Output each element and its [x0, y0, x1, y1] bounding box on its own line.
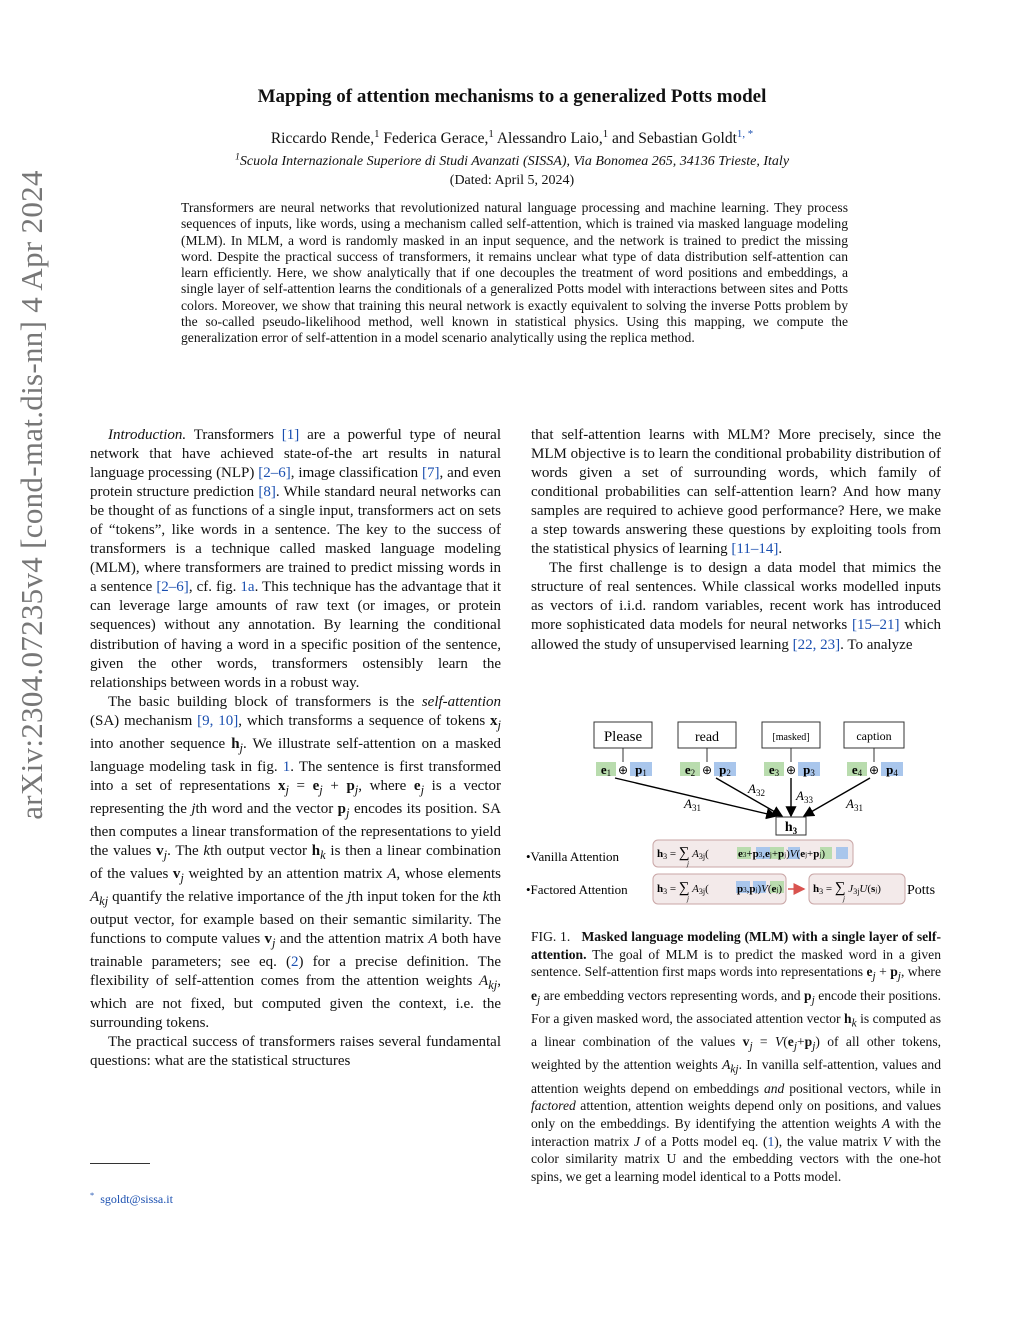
citation-link[interactable]: [1] [281, 427, 300, 443]
corresponding-author-mark[interactable]: 1, * [736, 127, 754, 140]
author-rende: Riccardo Rende, [270, 130, 375, 147]
svg-text:p4: p4 [886, 762, 898, 778]
label-a33: $A_{33}$ [796, 788, 813, 805]
word-box-3 [762, 722, 820, 748]
svg-text:caption: caption [856, 729, 892, 743]
label-a32: $A_{32}$ [748, 781, 765, 798]
equation-link[interactable]: 1 [767, 1133, 775, 1149]
affiliation: $^1$Scuola Internazionale Superiore di Studi Avanzati (SISSA), Via Bonomea 265, 34136 Trieste, Italy [234, 151, 790, 169]
author-gerace: Federica Gerace, [383, 130, 489, 147]
label-a31-left: $A_{31}$ [684, 796, 701, 813]
word-box-4 [844, 722, 904, 748]
svg-text:h3: $h_3$ [784, 820, 798, 836]
citation-link[interactable]: [11–14] [731, 541, 779, 558]
svg-text:p3,pj)V(ej): p3,pj)V(ej) [737, 883, 783, 895]
citation-link[interactable]: [2–6] [258, 465, 291, 482]
vanilla-attention-formula [653, 840, 853, 868]
svg-text:e3+p3,ej+pj)V(ej+pj): e3+p3,ej+pj)V(ej+pj) [738, 848, 826, 860]
vanilla-attention-label: •Vanilla Attention [526, 849, 620, 864]
potts-label: Potts [907, 883, 936, 898]
arxiv-identifier: arXiv:2304.07235v4 [cond-mat.dis-nn] 4 Apr 2024 [14, 170, 49, 820]
author-laio: Alessandro Laio, [496, 130, 603, 147]
left-column [90, 426, 501, 1072]
challenge-paragraph: The first challenge is to design a data model that mimics the structure of real sentences. While classical works modelled inputs as vectors of i.i.d. random variables, recent work has introduced more sophisticated data models for neural networks [15–21] which allowed the study of unsupervised learning [22, 23]. To analyze [531, 560, 941, 653]
svg-text:e2: e2 [684, 762, 696, 778]
label-a31-right: $A_{31}$ [846, 796, 863, 813]
paper-title: Mapping of attention mechanisms to a generalized Potts model [257, 86, 767, 107]
svg-text:e1: e1 [600, 762, 612, 778]
potts-formula [809, 874, 905, 904]
output-node [776, 817, 806, 836]
footnote: * sgoldt@sissa.it [90, 1191, 173, 1206]
svg-text:j: j [843, 895, 845, 903]
word-box-1 [594, 722, 652, 748]
svg-text:⊕: ⊕ [785, 763, 797, 777]
word-box-2 [678, 722, 736, 748]
token-1 [596, 762, 652, 778]
date-line: (Dated: April 5, 2024) [449, 173, 575, 188]
continued-paragraph: that self-attention learns with MLM? More precisely, since the MLM objective is to learn the conditional probability distribution of words given a set of surrounding words, which family of conditional probabilities can self-attention learn? And how many samples are required to achieve good performance? Here, we make a step towards answering these questions by exploiting tools from the statistical physics of learning [11–14]. [531, 427, 941, 558]
svg-text:e4: e4 [851, 762, 863, 778]
citation-link[interactable]: [15–21] [852, 617, 900, 634]
svg-text:j: j [687, 895, 689, 903]
svg-text:⊕: ⊕ [617, 763, 629, 777]
svg-text:p3: p3 [803, 762, 815, 778]
email-link[interactable]: sgoldt@sissa.it [100, 1192, 173, 1206]
figure-link[interactable]: 1 [282, 758, 291, 775]
svg-text:⊕: ⊕ [701, 763, 713, 777]
right-column [531, 426, 941, 655]
factored-attention-formula [653, 874, 786, 904]
svg-text:h3 = ∑ A3j(: h3 = ∑ A3j( [657, 880, 709, 896]
footnote-rule [90, 1163, 150, 1164]
svg-text:p1: p1 [635, 762, 647, 778]
figure-link[interactable]: 1a [240, 579, 255, 596]
svg-text:Please: Please [603, 729, 643, 745]
token-2 [680, 762, 736, 778]
svg-text:p2: p2 [719, 762, 731, 778]
svg-text:read: read [694, 730, 720, 745]
token-4 [847, 762, 903, 778]
figure-1 [520, 716, 950, 916]
factored-attention-label: •Factored Attention [526, 882, 628, 897]
citation-link[interactable]: [7] [421, 465, 440, 482]
citation-link[interactable]: [2–6] [156, 579, 189, 596]
abstract: Transformers are neural networks that revolutionized natural language processing and machine learning. They process sequences of inputs, like words, using a mechanism called self-attention, which is trained via masked language modeling (MLM). In MLM, a word is randomly masked in an input sequence, and the network is trained to predict the missing word. Despite the practical success of transformers, it remains unclear what type of data distribution self-attention can learn efficiently. Here, we show analytically that if one decouples the treatment of word positions and embeddings, a single layer of self-attention learns the conditionals of a generalized Potts model with interactions between sites and Potts colors. Moreover, we show that training this neural network is exactly equivalent to solving the inverse Potts problem by the so-called pseudo-likelihood method, well known in statistical physics. Using this mapping, we compute the generalization error of self-attention in a model scenario analytically using the replica method. [181, 200, 848, 346]
citation-link[interactable]: [9, 10] [197, 712, 239, 729]
svg-text:h3 = ∑ J3jU(sj): h3 = ∑ J3jU(sj) [813, 880, 881, 896]
citation-link[interactable]: [8] [258, 484, 276, 501]
intro-paragraph: Introduction. Transformers [1] are a powerful type of neural network that have achieved state-of-the art results in natural language processing (NLP) [2–6], image classification [7], and even protein structure prediction [8]. While standard neural networks can be thought of as functions of a single input, transformers act on sets of “tokens”, like words in a sentence. The key to the success of transformers is a technique called masked language modeling (MLM), where transformers are trained to predict missing words in a sentence [2–6], cf. fig. 1a. This technique has the advantage that it can leverage large amounts of raw text (or images, or protein sequences) without any annotation. By learning the conditional distribution of having a word in a specific position of the sentence, given the other words, transformers ostensibly learn the relationships between words in a robust way. [90, 427, 501, 691]
token-3 [764, 762, 820, 778]
figure-caption: FIG. 1. Masked language modeling (MLM) with a single layer of self-attention. The goal of MLM is to predict the masked word in a given sentence. Self-attention first maps words into representations $e_j + p_j$, where $e_j$ are embedding vectors representing words, and $p_j$ encode their positions. For a given masked word, the associated attention vector $h_k$ is computed as a linear combination of the values $v_j = V(e_j+p_j)$ of all other tokens, weighted by the attention weights $A_{kj}$. In vanilla self-attention, values and attention weights depend on embeddings and positional vectors, while in factored attention, attention weights depend only on positions, and values only on the embeddings. By identifying the attention weights A with the interaction matrix J of a Potts model eq. (1), the value matrix V with the color similarity matrix U and the embedding vectors with the one-hot spins, we get a learning model identical to a Potts model. [531, 929, 942, 1184]
questions-paragraph: The practical success of transformers raises several fundamental questions: what are the statistical structures [90, 1034, 501, 1070]
self-attention-paragraph: The basic building block of transformers is the self-attention (SA) mechanism [9, 10], which transforms a sequence of tokens $x_j$ into another sequence $h_j$. We illustrate self-attention on a masked language modeling task in fig. 1. The sentence is first transformed into a set of representations $x_j = e_j + p_j$, where $e_j$ is a vector representing the jth word and the vector $p_j$ encodes its position. SA then computes a linear transformation of the representations to yield the values $v_j$. The kth output vector $h_k$ is then a linear combination of the values $v_j$ weighted by an attention matrix A, whose elements $A_{kj}$ quantify the relative importance of the jth input token for the kth output vector, for example based on their semantic similarity. The functions to compute values $v_j$ and the attention matrix A both have trainable parameters; see eq. (2) for a precise definition. The flexibility of self-attention comes from the attention weights $A_{kj}$, which are not fixed, but computed given the context, i.e. the surrounding tokens. [90, 693, 502, 1032]
svg-text:e3: e3 [768, 762, 780, 778]
author-list: Riccardo Rende,$^1$ Federica Gerace,$^1$ Alessandro Laio,$^1$ and Sebastian Goldt$^{1, *}$ [270, 127, 754, 147]
svg-text:j: j [687, 860, 689, 868]
svg-text:⊕: ⊕ [868, 763, 880, 777]
author-goldt: and Sebastian Goldt [612, 130, 737, 147]
svg-text:h3 = ∑ A3j(: h3 = ∑ A3j( [657, 845, 709, 861]
citation-link[interactable]: [22, 23] [792, 636, 841, 653]
svg-text:[masked]: [masked] [772, 732, 810, 743]
equation-link[interactable]: 2 [291, 954, 299, 971]
